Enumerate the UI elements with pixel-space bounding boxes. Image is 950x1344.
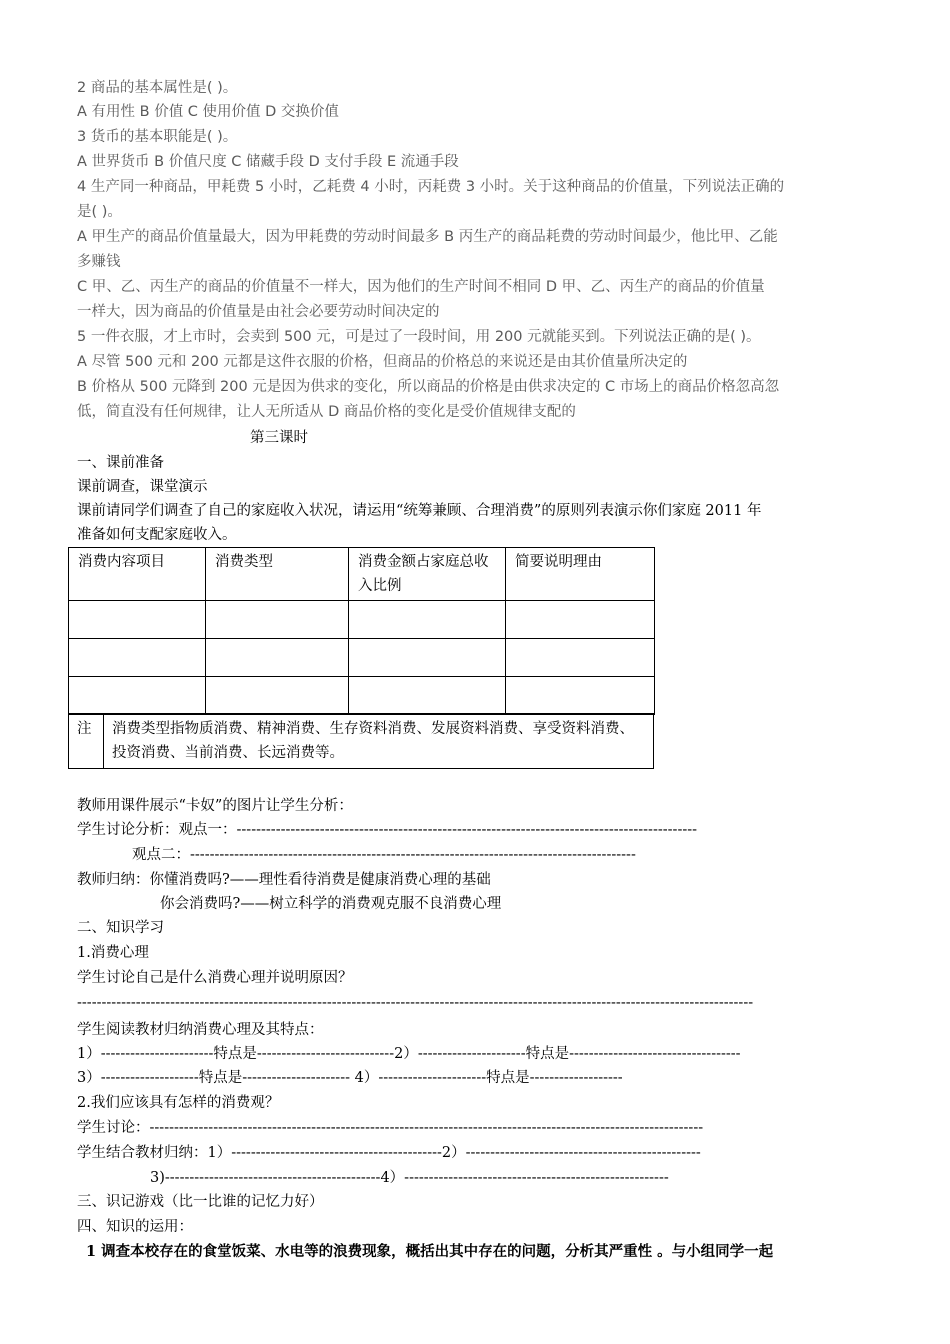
question-line: 2 商品的基本属性是( )。	[77, 80, 238, 96]
question-line: 低，简直没有任何规律，让人无所适从 D 商品价格的变化是受价值规律支配的	[77, 404, 576, 420]
question-line: B 价格从 500 元降到 200 元是因为供求的变化，所以商品的价格是由供求决定的 C 市场上的商品价格忽高忽	[77, 379, 780, 395]
table-note	[68, 713, 654, 769]
task-line: 1 调查本校存在的食堂饭菜、水电等的浪费现象，概括出其中存在的问题，分析其严重性 。与小组同学一起	[86, 1243, 774, 1260]
answer-line: ------------------------------------------------------------------------------------------------------------------------------------------	[77, 995, 754, 1011]
note-text: 消费类型指物质消费、精神消费、生存资料消费、发展资料消费、享受资料消费、投资消费、当前消费、长远消费等。	[104, 714, 654, 769]
section-title: 二、知识学习	[77, 920, 164, 936]
question-line: C 甲、乙、丙生产的商品的价值量不一样大，因为他们的生产时间不相同 D 甲、乙、丙生产的商品的价值量	[77, 279, 765, 295]
section-title: 三、识记游戏（比一比谁的记忆力好）	[77, 1194, 324, 1210]
question-line: 3 货币的基本职能是( )。	[77, 129, 238, 145]
table-cell[interactable]	[506, 677, 655, 715]
question-line: 4 生产同一种商品，甲耗费 5 小时，乙耗费 4 小时，丙耗费 3 小时。关于这种商品的价值量，下列说法正确的	[77, 179, 785, 195]
table-cell[interactable]	[69, 677, 206, 715]
table-cell[interactable]	[349, 601, 506, 639]
question-line: 5 一件衣服，才上市时，会卖到 500 元，可是过了一段时间，用 200 元就能买到。下列说法正确的是( )。	[77, 329, 761, 345]
table-header-cell: 消费金额占家庭总收入比例	[349, 548, 506, 601]
answer-line: 学生讨论：-----------------------------------------------------------------------------------------------------------------	[77, 1120, 704, 1136]
table-cell[interactable]	[506, 601, 655, 639]
question-line: 多赚钱	[77, 254, 121, 270]
subsection-title: 1.消费心理	[77, 945, 149, 961]
question-line: A 有用性 B 价值 C 使用价值 D 交换价值	[77, 104, 339, 120]
table-cell[interactable]	[349, 639, 506, 677]
table-cell[interactable]	[206, 677, 349, 715]
lesson-title: 第三课时	[250, 430, 308, 446]
summary-line: 教师归纳：你懂消费吗?——理性看待消费是健康消费心理的基础	[77, 872, 491, 888]
question-line: A 甲生产的商品价值量最大，因为甲耗费的劳动时间最多 B 丙生产的商品耗费的劳动时间最少，他比甲、乙能	[77, 229, 778, 245]
table-header-row	[69, 548, 655, 601]
table-row	[69, 677, 655, 715]
table-cell[interactable]	[206, 639, 349, 677]
answer-line: 3)--------------------------------------------4）------------------------------------------------------	[150, 1170, 669, 1186]
discussion-line: 学生讨论分析：观点一：----------------------------------------------------------------------------------------------	[77, 822, 698, 838]
question-line: 一样大，因为商品的价值量是由社会必要劳动时间决定的	[77, 304, 440, 320]
table-cell[interactable]	[506, 639, 655, 677]
table-row	[69, 601, 655, 639]
section-title: 一、课前准备	[77, 455, 164, 471]
paragraph: 学生阅读教材归纳消费心理及其特点：	[77, 1022, 324, 1038]
question-line: A 尽管 500 元和 200 元都是这件衣服的价格，但商品的价格总的来说还是由其价值量所决定的	[77, 354, 688, 370]
question-line: 是( )。	[77, 204, 122, 220]
note-label: 注	[69, 714, 104, 769]
summary-line: 你会消费吗?——树立科学的消费观克服不良消费心理	[160, 896, 502, 912]
table-header-cell: 消费类型	[206, 548, 349, 601]
consumption-table	[68, 547, 655, 715]
table-cell[interactable]	[69, 639, 206, 677]
table-header-cell: 简要说明理由	[506, 548, 655, 601]
paragraph: 教师用课件展示“卡奴”的图片让学生分析：	[77, 798, 353, 814]
discussion-line: 观点二：-------------------------------------------------------------------------------------------	[132, 847, 636, 863]
answer-line: 1）-----------------------特点是----------------------------2）----------------------特点是-----------------------------------	[77, 1046, 741, 1062]
table-cell[interactable]	[206, 601, 349, 639]
answer-line: 3）--------------------特点是---------------------- 4）----------------------特点是-------------------	[77, 1070, 623, 1086]
paragraph: 课前请同学们调查了自己的家庭收入状况，请运用“统筹兼顾、合理消费”的原则列表演示你们家庭 2011 年	[77, 503, 762, 519]
answer-line: 学生结合教材归纳：1）-------------------------------------------2）------------------------------------------------	[77, 1145, 701, 1161]
section-subtitle: 课前调查，课堂演示	[77, 479, 208, 495]
table-row	[69, 639, 655, 677]
section-title: 四、知识的运用：	[77, 1219, 193, 1235]
subsection-title: 2.我们应该具有怎样的消费观？	[77, 1095, 280, 1111]
table-cell[interactable]	[349, 677, 506, 715]
paragraph: 准备如何支配家庭收入。	[77, 527, 237, 543]
table-header-cell: 消费内容项目	[69, 548, 206, 601]
paragraph: 学生讨论自己是什么消费心理并说明原因？	[77, 970, 353, 986]
table-cell[interactable]	[69, 601, 206, 639]
question-line: A 世界货币 B 价值尺度 C 储藏手段 D 支付手段 E 流通手段	[77, 154, 459, 170]
